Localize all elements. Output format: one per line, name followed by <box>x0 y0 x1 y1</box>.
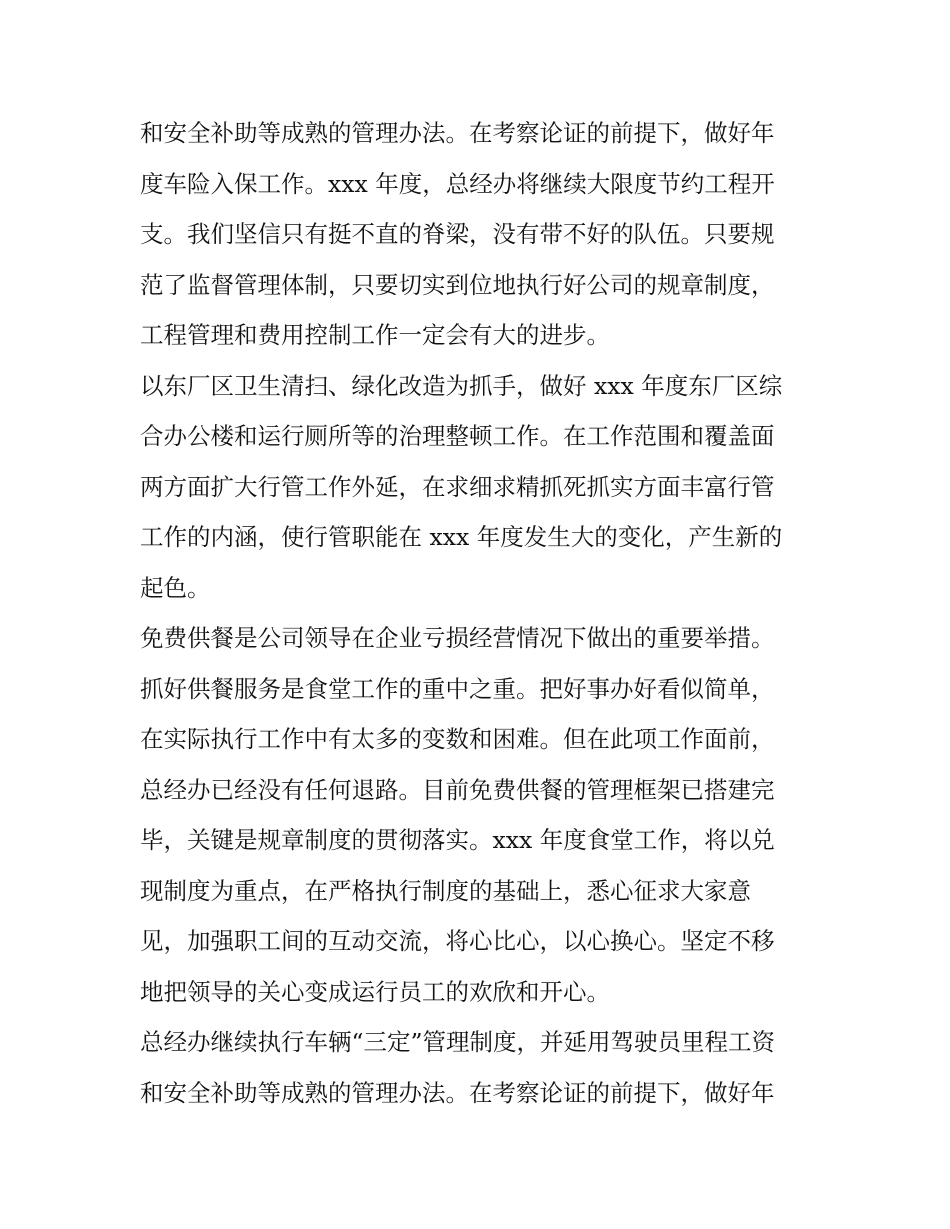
paragraph-vehicle-three-fixed <box>140 1017 820 1118</box>
text-line: 总经办继续执行车辆“三定”管理制度，并延用驾驶员里程工资 <box>140 1028 776 1056</box>
text-line: 工作的内涵，使行管职能在 xxx 年度发生大的变化，产生新的 <box>140 523 783 551</box>
paragraph-east-plant-sanitation <box>140 361 820 614</box>
document-body <box>140 108 820 1118</box>
paragraph-free-meals <box>140 613 820 1017</box>
text-line: 范了监督管理体制，只要切实到位地执行好公司的规章制度， <box>140 270 775 299</box>
text-line: 和安全补助等成熟的管理办法。在考察论证的前提下，做好年 <box>140 1078 775 1107</box>
text-line: 抓好供餐服务是食堂工作的重中之重。把好事办好看似简单， <box>140 674 775 703</box>
text-line: 以东厂区卫生清扫、绿化改造为抓手，做好 xxx 年度东厂区综 <box>140 371 783 400</box>
text-line: 度车险入保工作。xxx 年度，总经办将继续大限度节约工程开 <box>140 169 775 198</box>
text-line: 见，加强职工间的互动交流，将心比心，以心换心。坚定不移 <box>140 927 775 955</box>
text-line: 在实际执行工作中有太多的变数和困难。但在此项工作面前， <box>140 725 775 753</box>
text-line: 起色。 <box>140 573 211 602</box>
text-line: 毕，关键是规章制度的贯彻落实。xxx 年度食堂工作，将以兑 <box>140 826 775 854</box>
text-line: 地把领导的关心变成运行员工的欢欣和开心。 <box>140 977 610 1006</box>
text-line: 工程管理和费用控制工作一定会有大的进步。 <box>140 321 610 349</box>
text-line: 和安全补助等成熟的管理办法。在考察论证的前提下，做好年 <box>140 119 775 147</box>
text-line: 两方面扩大行管工作外延，在求细求精抓死抓实方面丰富行管 <box>140 472 775 501</box>
text-line: 免费供餐是公司领导在企业亏损经营情况下做出的重要举措。 <box>140 624 775 652</box>
text-line: 合办公楼和运行厕所等的治理整顿工作。在工作范围和覆盖面 <box>140 422 775 450</box>
text-line: 现制度为重点，在严格执行制度的基础上，悉心征求大家意 <box>140 876 751 905</box>
text-line: 总经办已经没有任何退路。目前免费供餐的管理框架已搭建完 <box>140 775 775 804</box>
text-line: 支。我们坚信只有挺不直的脊梁，没有带不好的队伍。只要规 <box>140 220 775 248</box>
paragraph-vehicle-management <box>140 108 820 361</box>
